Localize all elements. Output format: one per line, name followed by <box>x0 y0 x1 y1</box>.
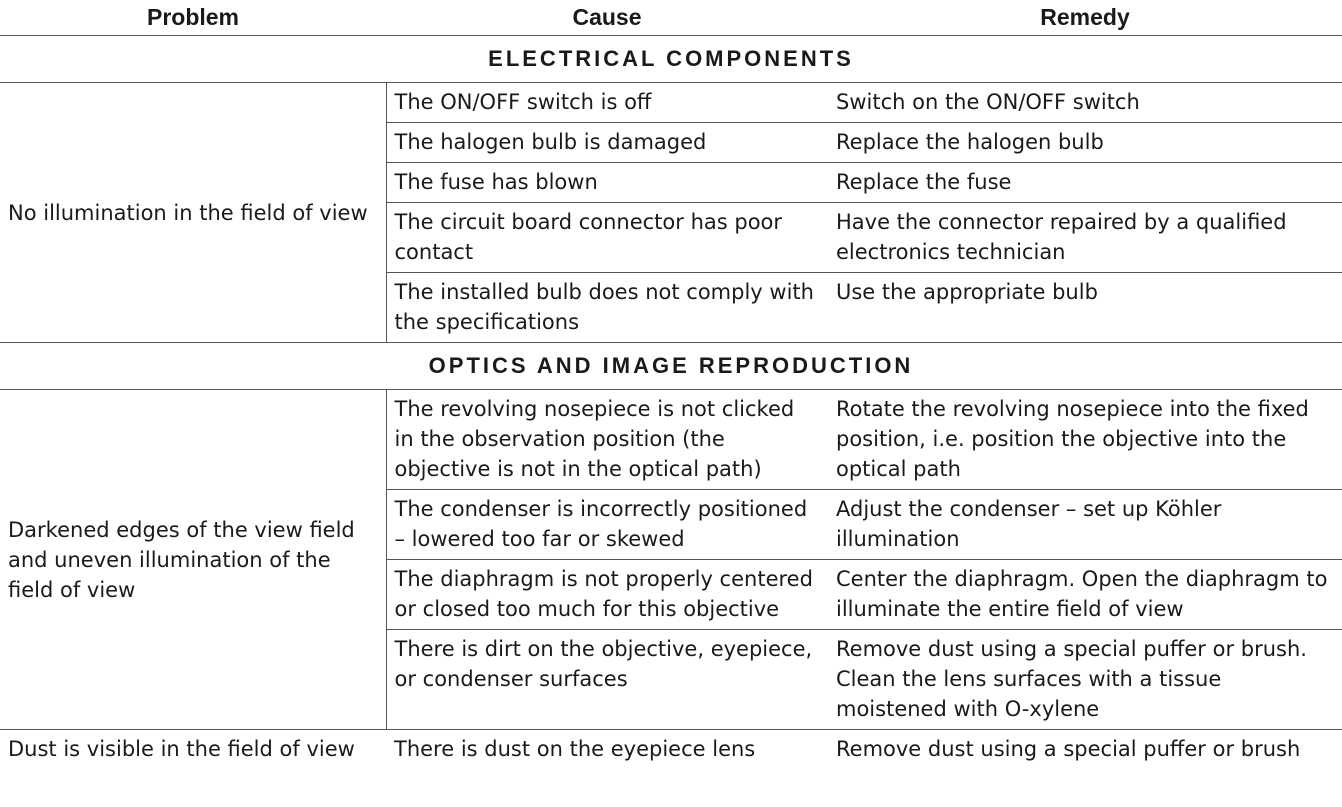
remedy-cell: Replace the fuse <box>828 163 1342 203</box>
cause-cell: The halogen bulb is damaged <box>386 123 828 163</box>
cause-cell: The diaphragm is not properly centered or closed too much for this objective <box>386 560 828 630</box>
table-row <box>0 83 1342 123</box>
header-row <box>0 0 1342 36</box>
cause-cell: There is dust on the eyepiece lens <box>394 737 756 761</box>
table-row <box>0 390 1342 490</box>
cause-cell: The condenser is incorrectly positioned – lowered too far or skewed <box>386 490 828 560</box>
remedy-cell: Center the diaphragm. Open the diaphragm to illuminate the entire field of view <box>828 560 1342 630</box>
remedy-cell: Replace the halogen bulb <box>828 123 1342 163</box>
problem-cell: Darkened edges of the view field and uneven illumination of the field of view <box>0 390 386 730</box>
header-problem: Problem <box>0 0 386 36</box>
remedy-cell: Remove dust using a special puffer or brush <box>836 737 1301 761</box>
header-remedy: Remedy <box>828 0 1342 36</box>
problem-cell: Dust is visible in the field of view <box>8 737 355 761</box>
cause-cell: The circuit board connector has poor contact <box>386 203 828 273</box>
section-heading-optics <box>0 343 1342 390</box>
section-heading-electrical <box>0 36 1342 83</box>
cause-cell: The revolving nosepiece is not clicked in the observation position (the objective is not in the optical path) <box>386 390 828 490</box>
cause-cell: The fuse has blown <box>386 163 828 203</box>
table-row <box>0 730 1342 770</box>
header-cause: Cause <box>386 0 828 36</box>
section-title: ELECTRICAL COMPONENTS <box>0 36 1342 83</box>
cause-cell: There is dirt on the objective, eyepiece, or condenser surfaces <box>386 630 828 730</box>
problem-cell: No illumination in the field of view <box>0 83 386 343</box>
section-title: OPTICS AND IMAGE REPRODUCTION <box>0 343 1342 390</box>
remedy-cell: Switch on the ON/OFF switch <box>828 83 1342 123</box>
cause-cell: The installed bulb does not comply with the specifications <box>386 273 828 343</box>
remedy-cell: Have the connector repaired by a qualified electronics technician <box>828 203 1342 273</box>
remedy-cell: Rotate the revolving nosepiece into the fixed position, i.e. position the objective into the optical path <box>828 390 1342 490</box>
remedy-cell: Remove dust using a special puffer or brush. Clean the lens surfaces with a tissue moistened with O-xylene <box>828 630 1342 730</box>
cause-cell: The ON/OFF switch is off <box>386 83 828 123</box>
remedy-cell: Use the appropriate bulb <box>828 273 1342 343</box>
remedy-cell: Adjust the condenser – set up Köhler illumination <box>828 490 1342 560</box>
